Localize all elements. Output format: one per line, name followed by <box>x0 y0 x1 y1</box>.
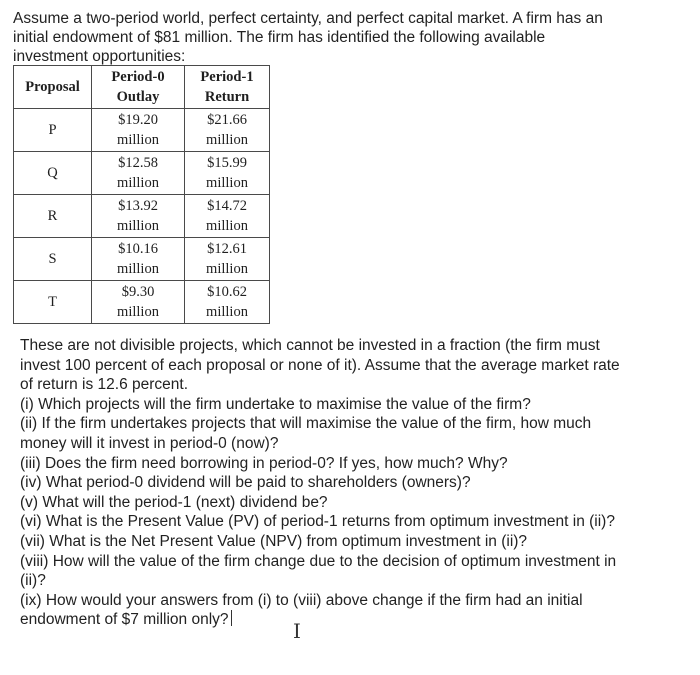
table-row <box>14 238 270 281</box>
return-cell: $14.72 million <box>185 195 270 238</box>
question-i: (i) Which projects will the firm undertake to maximise the value of the firm? <box>20 395 531 413</box>
header-proposal: Proposal <box>14 66 92 109</box>
question-v: (v) What will the period-1 (next) dividend be? <box>20 493 328 511</box>
outlay-cell: $10.16 million <box>92 238 185 281</box>
proposal-cell: Q <box>14 152 92 195</box>
question-ix: (ix) How would your answers from (i) to (viii) above change if the firm had an initial <box>20 591 583 609</box>
header-period1-return: Period-1 Return <box>185 66 270 109</box>
outlay-cell: $13.92 million <box>92 195 185 238</box>
question-vii: (vii) What is the Net Present Value (NPV) from optimum investment in (ii)? <box>20 532 528 550</box>
intro-line: initial endowment of $81 million. The firm has identified the following available <box>13 29 546 46</box>
table-row <box>14 152 270 195</box>
body-line: invest 100 percent of each proposal or none of it). Assume that the average market rate <box>20 356 620 374</box>
question-iv: (iv) What period-0 dividend will be paid to shareholders (owners)? <box>20 474 471 492</box>
investment-table-container <box>13 65 270 324</box>
proposal-cell: T <box>14 281 92 324</box>
body-line: These are not divisible projects, which cannot be invested in a fraction (the firm must <box>20 337 600 354</box>
investment-opportunities-table <box>13 65 270 324</box>
question-ix-last-line <box>20 610 690 630</box>
body-line: of return is 12.6 percent. <box>20 376 189 394</box>
proposal-cell: P <box>14 109 92 152</box>
intro-paragraph <box>13 9 688 66</box>
return-cell: $21.66 million <box>185 109 270 152</box>
header-period0-outlay: Period-0 Outlay <box>92 66 185 109</box>
outlay-cell: $12.58 million <box>92 152 185 195</box>
text-caret <box>231 610 232 626</box>
outlay-cell: $9.30 million <box>92 281 185 324</box>
ibeam-cursor-icon: I <box>293 619 301 643</box>
question-viii-continued: (ii)? <box>20 572 46 590</box>
return-cell: $12.61 million <box>185 238 270 281</box>
table-row <box>14 109 270 152</box>
intro-line: Assume a two-period world, perfect certainty, and perfect capital market. A firm has an <box>13 10 603 27</box>
question-body[interactable] <box>20 336 690 630</box>
table-header-row <box>14 66 270 109</box>
question-ii-continued: money will it invest in period-0 (now)? <box>20 434 279 452</box>
question-vi: (vi) What is the Present Value (PV) of period-1 returns from optimum investment in (ii)? <box>20 513 615 531</box>
intro-line: investment opportunities: <box>13 48 186 65</box>
question-viii: (viii) How will the value of the firm change due to the decision of optimum investment in <box>20 552 617 570</box>
return-cell: $15.99 million <box>185 152 270 195</box>
table-row <box>14 195 270 238</box>
proposal-cell: R <box>14 195 92 238</box>
table-row <box>14 281 270 324</box>
question-ix-text: endowment of $7 million only? <box>20 611 229 629</box>
return-cell: $10.62 million <box>185 281 270 324</box>
question-ii: (ii) If the firm undertakes projects that will maximise the value of the firm, how much <box>20 415 592 433</box>
outlay-cell: $19.20 million <box>92 109 185 152</box>
proposal-cell: S <box>14 238 92 281</box>
question-iii: (iii) Does the firm need borrowing in period-0? If yes, how much? Why? <box>20 454 508 472</box>
